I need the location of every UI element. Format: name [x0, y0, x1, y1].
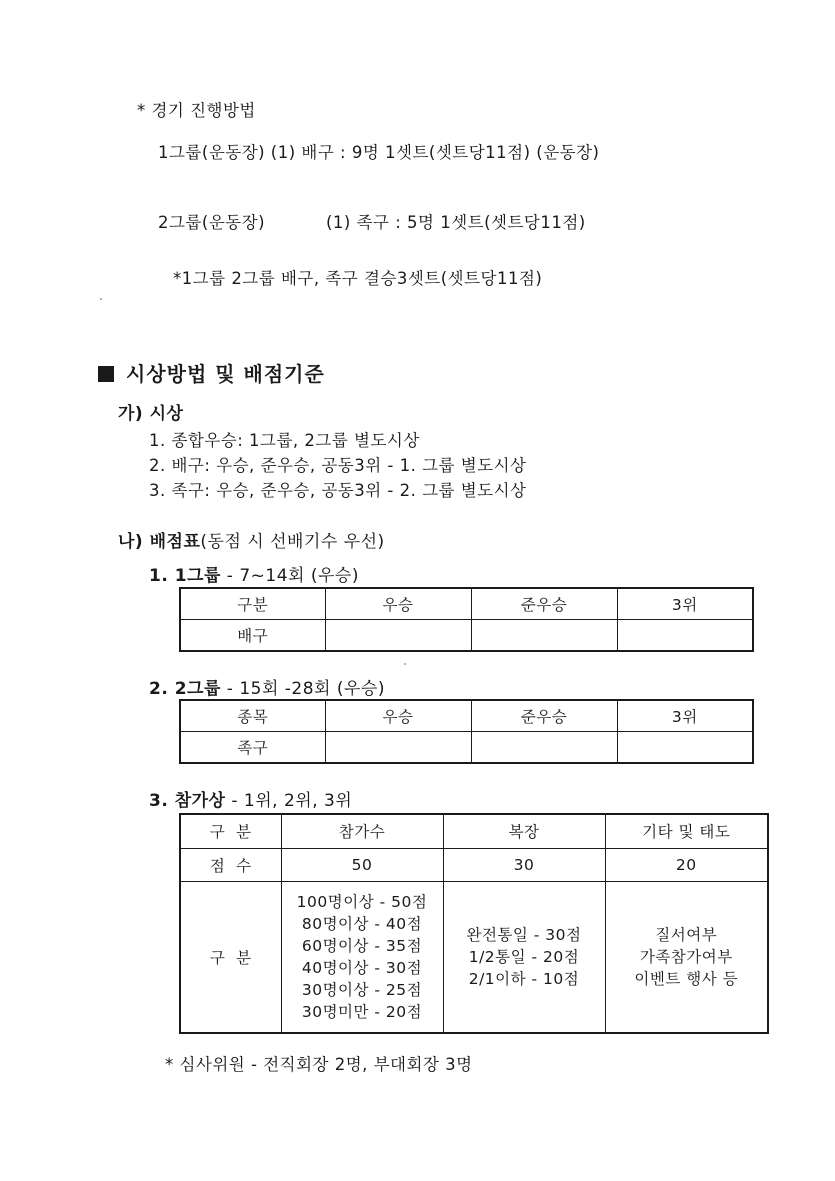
table3-title [149, 786, 352, 811]
section-b-title-bold: 나) 배점표 [118, 532, 201, 552]
table2-cell [617, 731, 753, 763]
group1-line: 1그룹(운동장) (1) 배구 : 9명 1셋트(셋트당11점) (운동장) [158, 143, 600, 162]
table2-title-bold: 2. 2그룹 [149, 679, 221, 699]
table1-header: 3위 [617, 588, 753, 619]
criteria-line: 이벤트 행사 등 [634, 969, 739, 988]
final-line: *1그룹 2그룹 배구, 족구 결승3셋트(셋트당11점) [173, 269, 543, 288]
attire-criteria [443, 881, 605, 1033]
progress-title: * 경기 진행방법 [137, 101, 256, 120]
criteria-line: 1/2통일 - 20점 [468, 947, 580, 966]
participants-criteria [281, 881, 443, 1033]
score-attire: 30 [443, 848, 605, 881]
criteria-line: 2/1이하 - 10점 [468, 969, 580, 988]
group1-score-table [179, 587, 754, 652]
table1-header: 구분 [180, 588, 325, 619]
table1-title-bold: 1. 1그룹 [149, 566, 221, 586]
award-item-1: 1. 종합우승: 1그룹, 2그룹 별도시상 [149, 431, 420, 450]
square-bullet-icon [98, 366, 114, 382]
score-label: 점 수 [180, 848, 281, 881]
table2-header: 3위 [617, 700, 753, 731]
other-criteria [605, 881, 768, 1033]
table1-cell [325, 619, 471, 651]
participation-award-table [179, 813, 769, 1034]
table3-title-rest: - 1위, 2위, 3위 [225, 791, 353, 811]
table3-header: 기타 및 태도 [605, 814, 768, 848]
group2-label: 2그룹(운동장) [158, 213, 266, 232]
criteria-line: 완전통일 - 30점 [466, 925, 582, 944]
section-b-title [118, 527, 385, 552]
awards-heading-text: 시상방법 및 배점기준 [126, 362, 325, 386]
table2-header: 종목 [180, 700, 325, 731]
table3-header: 참가수 [281, 814, 443, 848]
award-item-2: 2. 배구: 우승, 준우승, 공동3위 - 1. 그룹 별도시상 [149, 456, 527, 475]
criteria-line: 30명이상 - 25점 [301, 980, 423, 999]
table1-cell [617, 619, 753, 651]
criteria-line: 질서여부 [655, 925, 718, 944]
section-b-title-rest: (동점 시 선배기수 우선) [200, 532, 385, 552]
criteria-line: 가족참가여부 [639, 947, 733, 966]
table1-title [149, 561, 359, 586]
table1-title-rest: - 7~14회 (우승) [220, 566, 359, 586]
table1-header: 우승 [325, 588, 471, 619]
table1-cell [471, 619, 617, 651]
award-item-3: 3. 족구: 우승, 준우승, 공동3위 - 2. 그룹 별도시상 [149, 481, 527, 500]
awards-heading [98, 358, 325, 387]
table1-cell: 배구 [180, 619, 325, 651]
table2-title [149, 674, 385, 699]
group2-score-table [179, 699, 754, 764]
criteria-line: 40명이상 - 30점 [301, 958, 423, 977]
judges-note: * 심사위원 - 전직회장 2명, 부대회장 3명 [165, 1055, 473, 1074]
criteria-line: 80명이상 - 40점 [301, 914, 423, 933]
score-other: 20 [605, 848, 768, 881]
table1-header: 준우승 [471, 588, 617, 619]
table2-cell [471, 731, 617, 763]
criteria-line: 60명이상 - 35점 [301, 936, 423, 955]
table2-cell [325, 731, 471, 763]
scan-speck [404, 663, 406, 665]
group2-detail: (1) 족구 : 5명 1셋트(셋트당11점) [326, 213, 586, 232]
section-a-title: 가) 시상 [118, 404, 184, 424]
table2-title-rest: - 15회 -28회 (우승) [220, 679, 385, 699]
scan-speck [100, 298, 102, 300]
criteria-line: 30명미만 - 20점 [301, 1002, 423, 1021]
table2-header: 준우승 [471, 700, 617, 731]
score-participants: 50 [281, 848, 443, 881]
detail-label: 구 분 [180, 881, 281, 1033]
table3-header: 복장 [443, 814, 605, 848]
table3-title-bold: 3. 참가상 [149, 791, 226, 811]
table3-header: 구 분 [180, 814, 281, 848]
criteria-line: 100명이상 - 50점 [296, 892, 428, 911]
table2-header: 우승 [325, 700, 471, 731]
table2-cell: 족구 [180, 731, 325, 763]
